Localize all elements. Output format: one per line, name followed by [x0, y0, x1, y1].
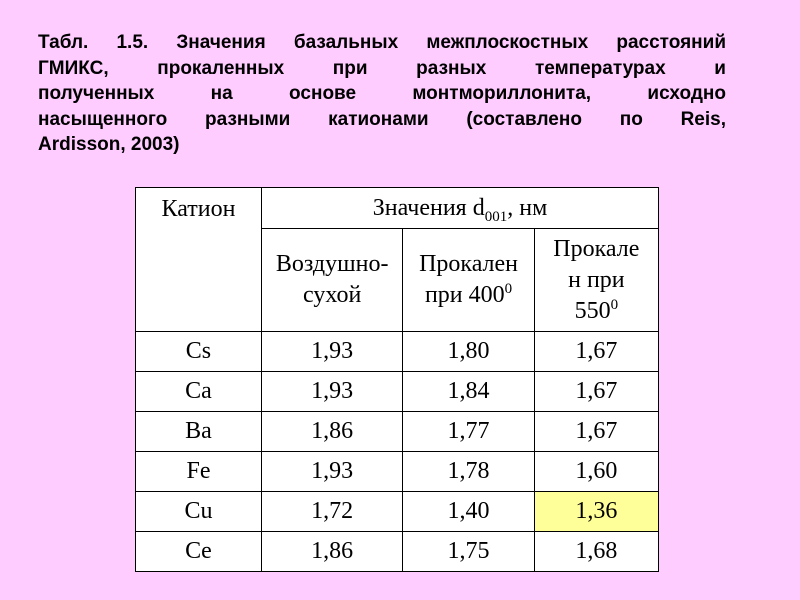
cell-550: 1,67	[534, 412, 658, 452]
cell-550-highlighted: 1,36	[534, 492, 658, 532]
table-caption	[38, 30, 726, 158]
header-550-degree: 0	[610, 296, 619, 313]
caption-line: ГМИКС, прокаленных при разных температурах и	[38, 57, 726, 79]
table-row	[136, 532, 659, 572]
cell-400: 1,40	[403, 492, 534, 532]
header-values-subscript: 001	[484, 208, 508, 225]
header-400-line2: при 400	[424, 282, 505, 308]
cell-400: 1,84	[403, 372, 534, 412]
table-header-row	[136, 188, 659, 229]
cell-air-dry: 1,93	[261, 332, 402, 372]
cell-550: 1,67	[534, 372, 658, 412]
header-400-line1: Прокален	[419, 251, 519, 277]
header-values-unit: , нм	[507, 194, 548, 221]
cell-550: 1,67	[534, 332, 658, 372]
cell-cation: Ba	[136, 412, 262, 452]
cell-cation: Cs	[136, 332, 262, 372]
cell-400: 1,78	[403, 452, 534, 492]
header-cation: Катион	[136, 188, 262, 332]
cell-cation: Ca	[136, 372, 262, 412]
header-calcined-550	[534, 229, 658, 332]
cell-cation: Fe	[136, 452, 262, 492]
header-550-line1: Прокале	[553, 235, 640, 262]
table-row	[136, 452, 659, 492]
cell-400: 1,80	[403, 332, 534, 372]
caption-line: Табл. 1.5. Значения базальных межплоскостных расстояний	[38, 32, 726, 53]
cell-air-dry: 1,72	[261, 492, 402, 532]
cell-cation: Cu	[136, 492, 262, 532]
header-400-degree: 0	[504, 281, 513, 297]
cell-400: 1,75	[403, 532, 534, 572]
cell-air-dry: 1,86	[261, 532, 402, 572]
header-550-line2: н при	[568, 266, 625, 293]
header-air-dry	[261, 229, 402, 332]
header-air-line1: Воздушно-	[275, 251, 389, 277]
table-row	[136, 332, 659, 372]
cell-550: 1,60	[534, 452, 658, 492]
cell-air-dry: 1,93	[261, 452, 402, 492]
cell-550: 1,68	[534, 532, 658, 572]
caption-line: насыщенного разными катионами (составлено по Reis,	[38, 108, 726, 130]
header-air-line2: сухой	[303, 282, 362, 308]
header-values-main: Значения d	[372, 194, 485, 221]
cell-air-dry: 1,93	[261, 372, 402, 412]
table-row	[136, 492, 659, 532]
caption-line: Ardisson, 2003)	[38, 134, 180, 155]
header-550-line3: 550	[574, 297, 611, 324]
header-d001-values	[261, 188, 658, 229]
cell-air-dry: 1,86	[261, 412, 402, 452]
table-row	[136, 372, 659, 412]
cell-400: 1,77	[403, 412, 534, 452]
table-row	[136, 412, 659, 452]
cell-cation: Ce	[136, 532, 262, 572]
caption-line: полученных на основе монтмориллонита, исходно	[38, 83, 726, 104]
header-calcined-400	[403, 229, 534, 332]
d001-values-table	[135, 187, 659, 572]
